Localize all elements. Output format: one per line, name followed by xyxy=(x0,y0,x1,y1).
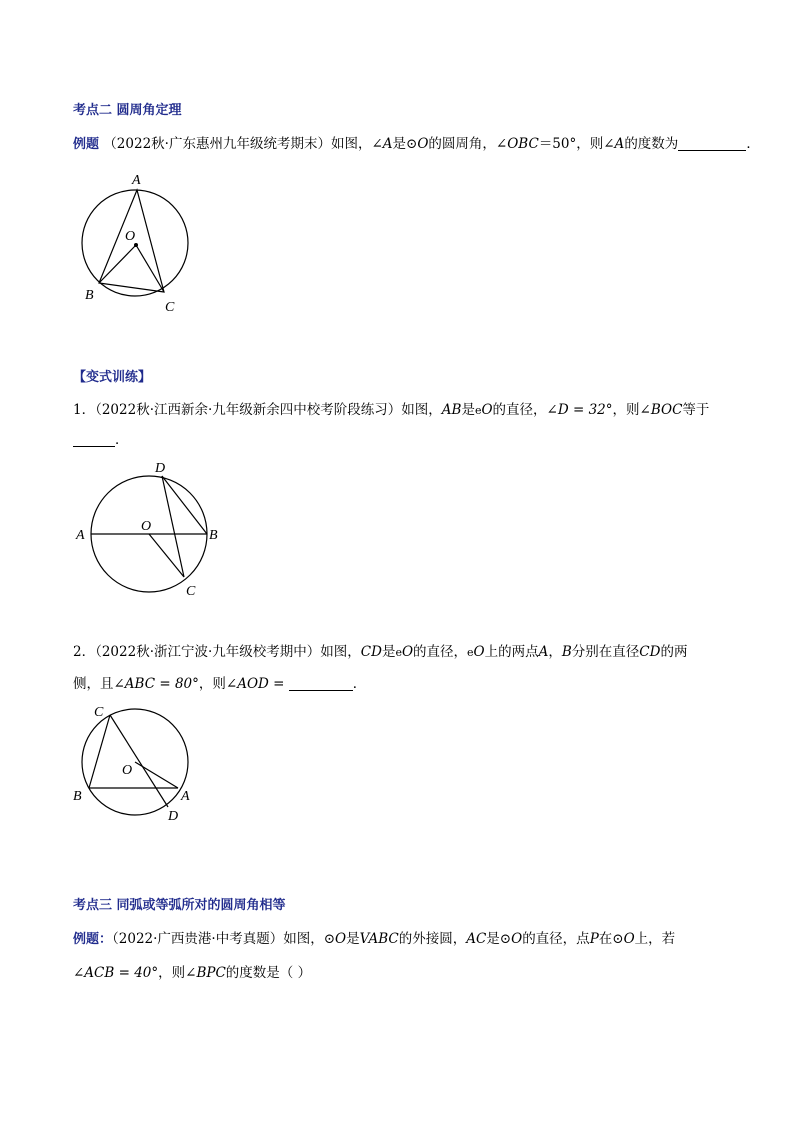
text: 的外接圆， xyxy=(398,931,467,947)
math-angle-abc: ∠ABC = 80° xyxy=(113,676,199,692)
text: 侧，且 xyxy=(73,676,114,692)
math-o: O xyxy=(481,402,493,418)
text: ，则 xyxy=(198,676,226,692)
question-1-line-1 xyxy=(73,401,709,420)
label-c: C xyxy=(165,300,175,315)
segment-oa xyxy=(135,762,178,788)
math-triangle-abc: VABC xyxy=(359,931,399,947)
text: 的圆周角， xyxy=(428,136,496,152)
figure-circle-3 xyxy=(68,700,208,825)
section-heading-3: 考点三 同弧或等弧所对的圆周角相等 xyxy=(73,898,286,913)
math-cd: CD xyxy=(360,644,382,660)
label-o: O xyxy=(122,763,133,778)
text: ，则 xyxy=(612,402,640,418)
answer-blank[interactable] xyxy=(289,676,353,691)
math-o: O xyxy=(335,931,347,947)
math-b: B xyxy=(561,644,572,660)
text: 的度数为 xyxy=(624,136,679,152)
text: ． xyxy=(352,676,367,692)
text: 是 xyxy=(381,644,396,660)
circle-symbol: e xyxy=(474,404,482,417)
circle-symbol: e xyxy=(395,646,402,659)
example-question xyxy=(73,135,760,154)
segment-cb xyxy=(89,715,110,788)
example-question-3-line-2 xyxy=(73,964,311,982)
text: 2．（2022秋·浙江宁波·九年级校考期中）如图， xyxy=(73,644,361,660)
text: ． xyxy=(115,432,129,448)
math-angle-acb: ∠ACB = 40° xyxy=(73,965,159,981)
math-o: O xyxy=(511,931,523,947)
label-c: C xyxy=(94,705,104,720)
text: 在⊙ xyxy=(598,931,624,947)
label-b: B xyxy=(85,288,94,303)
math-ac: AC xyxy=(466,931,487,947)
text: 是 xyxy=(461,402,475,418)
figure-circle-1 xyxy=(75,168,215,318)
label-b: B xyxy=(209,528,218,543)
math-p: P xyxy=(589,931,599,947)
math-o: O xyxy=(401,644,414,660)
math-angle-obc: ∠OBC xyxy=(495,136,539,152)
text: （2022·广西贵港·中考真题）如图，⊙ xyxy=(112,931,336,947)
text: 分别在直径 xyxy=(571,644,640,660)
text: 是 xyxy=(346,931,360,947)
example-label: 例题 xyxy=(73,137,100,152)
figure-circle-2 xyxy=(72,458,232,603)
segment-oc xyxy=(136,245,164,292)
example-question-3-line-1 xyxy=(73,930,675,949)
text: 是⊙ xyxy=(486,931,512,947)
label-a: A xyxy=(181,789,190,804)
segment-ob xyxy=(99,245,136,283)
math-angle-a: ∠A xyxy=(371,136,393,152)
math-angle-d: ∠D = 32° xyxy=(546,402,613,418)
question-2-line-2 xyxy=(73,675,366,693)
math-o: O xyxy=(417,136,429,152)
circle-symbol: e xyxy=(467,646,474,659)
label-d: D xyxy=(168,809,179,824)
text: 1．（2022秋·江西新余·九年级新余四中校考阶段练习）如图， xyxy=(73,402,442,418)
math-angle-aod: ∠AOD = xyxy=(225,676,285,692)
label-b: B xyxy=(73,789,82,804)
practice-heading: 【变式训练】 xyxy=(73,370,152,385)
question-1-line-2 xyxy=(73,431,129,449)
text: 的度数是（ ） xyxy=(225,965,312,981)
label-o: O xyxy=(125,229,136,244)
math-o: O xyxy=(473,644,485,660)
answer-blank[interactable] xyxy=(678,136,746,151)
text: 是⊙ xyxy=(392,136,418,152)
label-o: O xyxy=(141,519,152,534)
math-angle-bpc: ∠BPC xyxy=(185,965,226,981)
math-angle-boc: ∠BOC xyxy=(639,402,683,418)
text: 上，若 xyxy=(634,931,676,947)
text: ，则 xyxy=(158,965,186,981)
example-source: （2022秋·广东惠州九年级统考期末）如图， xyxy=(99,136,372,152)
text: 等于 xyxy=(682,402,710,418)
math-a: A xyxy=(538,644,549,660)
label-c: C xyxy=(186,584,196,599)
math-angle-a: ∠A xyxy=(603,136,625,152)
math-ab: AB xyxy=(441,402,462,418)
math-o: O xyxy=(623,931,635,947)
question-2-line-1 xyxy=(73,643,687,662)
answer-blank[interactable] xyxy=(73,432,115,447)
text: ＝50°，则 xyxy=(538,136,604,152)
math-cd: CD xyxy=(639,644,661,660)
diameter-cd xyxy=(110,715,168,807)
text: 上的两点 xyxy=(484,644,539,660)
label-d: D xyxy=(155,461,166,476)
label-a: A xyxy=(132,173,141,188)
example-label: 例题： xyxy=(73,932,113,947)
section-heading-2: 考点二 圆周角定理 xyxy=(73,103,182,118)
text: 的直径，点 xyxy=(522,931,590,947)
text: 的直径， xyxy=(413,644,468,660)
text: 的直径， xyxy=(492,402,547,418)
text: 的两 xyxy=(660,644,688,660)
label-a: A xyxy=(76,528,85,543)
text: ， xyxy=(548,644,562,660)
text: ． xyxy=(746,136,760,152)
